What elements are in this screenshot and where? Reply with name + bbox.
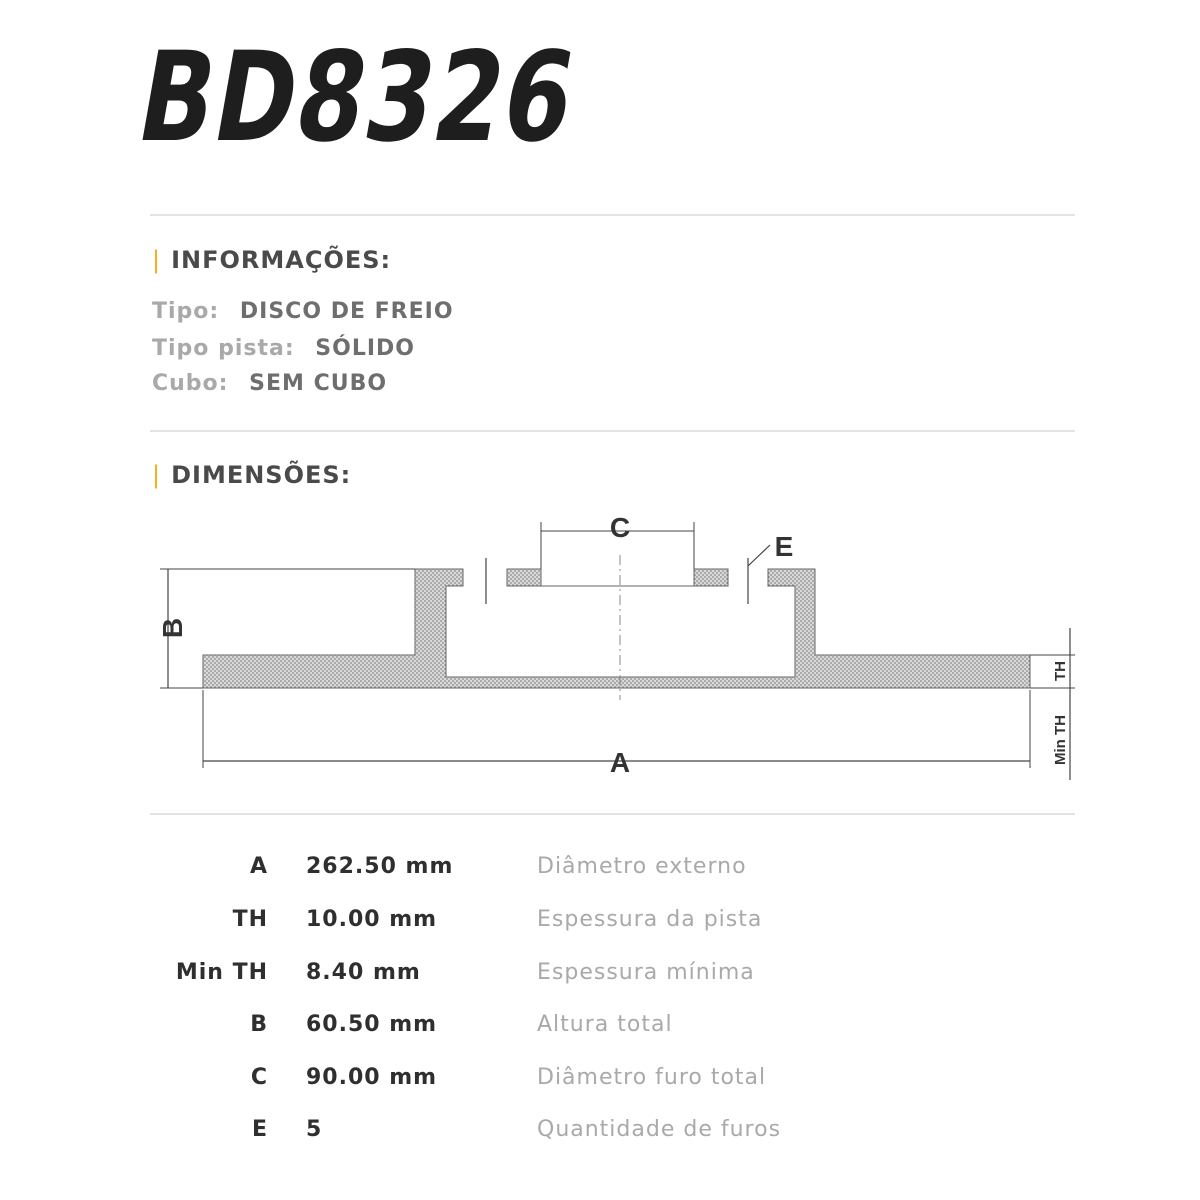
product-code-title: BD8326 [128,26,587,170]
spec-row-e [0,1117,1200,1157]
spec-key: C [250,1065,268,1090]
info-row-tipo [152,299,454,324]
brake-disc-diagram [0,500,1200,800]
spec-value: 262.50 mm [306,854,454,879]
spec-key: E [251,1117,268,1142]
section-heading-text: INFORMAÇÕES: [171,246,392,274]
info-label: Tipo pista: [152,336,295,361]
divider [150,430,1075,432]
spec-value: 10.00 mm [306,907,438,932]
accent-bar-icon: | [152,461,162,489]
spec-value: 5 [306,1117,323,1142]
dimension-label-e: E [774,531,794,562]
spec-value: 90.00 mm [306,1065,438,1090]
section-heading-text: DIMENSÕES: [171,461,352,489]
info-row-cubo [152,371,387,396]
spec-description: Diâmetro externo [537,854,747,879]
dimension-label-th: TH [1052,661,1069,681]
info-value: SEM CUBO [249,371,388,396]
info-row-tipo-pista [152,336,415,361]
spec-value: 8.40 mm [306,960,421,985]
info-value: SÓLIDO [315,336,416,361]
spec-row-b [0,1012,1200,1052]
info-label: Tipo: [152,299,220,324]
info-label: Cubo: [152,371,229,396]
spec-row-th [0,907,1200,947]
info-value: DISCO DE FREIO [239,299,454,324]
divider [150,813,1075,815]
spec-description: Espessura da pista [537,907,763,932]
spec-value: 60.50 mm [306,1012,438,1037]
spec-description: Quantidade de furos [537,1117,782,1142]
dimension-label-b: B [157,617,188,639]
spec-key: TH [232,907,268,932]
spec-row-c [0,1065,1200,1105]
disc-cross-section [203,569,1030,688]
dimension-label-c: C [609,512,631,543]
spec-description: Diâmetro furo total [537,1065,767,1090]
dimension-label-a: A [609,747,631,778]
spec-key: B [250,1012,268,1037]
spec-key: A [249,854,268,879]
divider [150,214,1075,216]
spec-key: Min TH [175,960,268,985]
hub-flange-left [507,569,541,586]
section-informacoes-heading [152,246,391,274]
accent-bar-icon: | [152,246,162,274]
spec-row-a [0,854,1200,894]
dimension-label-min-th: Min TH [1052,715,1069,765]
spec-row-min-th [0,960,1200,1000]
section-dimensoes-heading [152,461,351,489]
hub-flange-right [694,569,728,586]
spec-description: Espessura mínima [537,960,755,985]
spec-description: Altura total [537,1012,673,1037]
